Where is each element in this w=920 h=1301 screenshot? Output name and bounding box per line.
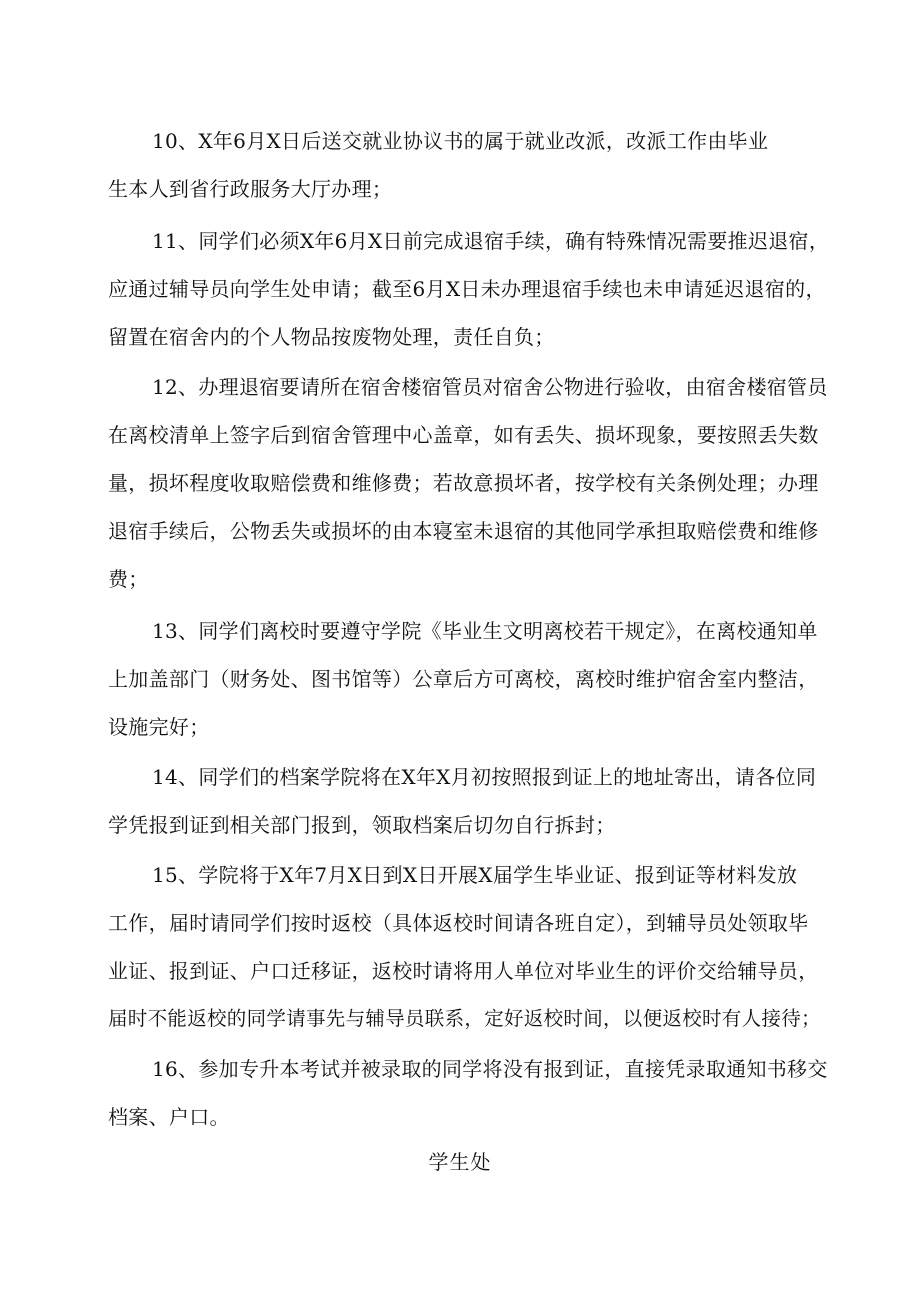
paragraph-13-line-2: 上加盖部门（财务处、图书馆等）公章后方可离校，离校时维护宿舍室内整洁， xyxy=(108,667,819,691)
paragraph-11-line-3: 留置在宿舍内的个人物品按废物处理，责任自负； xyxy=(108,325,555,349)
paragraph-11-line-1: 11、同学们必须X年6月X日前完成退宿手续，确有特殊情况需要推迟退宿， xyxy=(152,229,830,253)
paragraph-13-line-1: 13、同学们离校时要遵守学院《毕业生文明离校若干规定》，在离校通知单 xyxy=(152,619,818,643)
paragraph-12-line-1: 12、办理退宿要请所在宿舍楼宿管员对宿舍公物进行验收，由宿舍楼宿管员 xyxy=(152,375,828,399)
signature-department: 学生处 xyxy=(428,1150,492,1174)
paragraph-16-line-2: 档案、户口。 xyxy=(108,1105,230,1129)
paragraph-15-line-4: 届时不能返校的同学请事先与辅导员联系，定好返校时间，以便返校时有人接待； xyxy=(108,1007,821,1030)
paragraph-14-line-2: 学凭报到证到相关部门报到，领取档案后切勿自行拆封； xyxy=(108,813,616,837)
paragraph-12-line-4: 退宿手续后，公物丢失或损坏的由本寝室未退宿的其他同学承担取赔偿费和维修 xyxy=(108,519,819,543)
paragraph-11-line-2: 应通过辅导员向学生处申请；截至6月X日未办理退宿手续也未申请延迟退宿的， xyxy=(108,277,826,301)
paragraph-10-line-1: 10、X年6月X日后送交就业协议书的属于就业改派，改派工作由毕业 xyxy=(152,129,769,153)
paragraph-12-line-3: 量，损坏程度收取赔偿费和维修费；若故意损坏者，按学校有关条例处理；办理 xyxy=(108,471,819,495)
paragraph-12-line-2: 在离校清单上签字后到宿舍管理中心盖章，如有丢失、损坏现象，要按照丢失数 xyxy=(108,423,819,447)
paragraph-16-line-1: 16、参加专升本考试并被录取的同学将没有报到证，直接凭录取通知书移交 xyxy=(152,1057,828,1081)
paragraph-15-line-2: 工作，届时请同学们按时返校（具体返校时间请各班自定），到辅导员处领取毕 xyxy=(108,911,809,935)
paragraph-13-line-3: 设施完好； xyxy=(108,715,210,739)
paragraph-10-line-2: 生本人到省行政服务大厅办理； xyxy=(108,177,393,201)
paragraph-12-line-5: 费； xyxy=(108,567,149,591)
paragraph-14-line-1: 14、同学们的档案学院将在X年X月初按照报到证上的地址寄出，请各位同 xyxy=(152,765,817,789)
paragraph-15-line-1: 15、学院将于X年7月X日到X日开展X届学生毕业证、报到证等材料发放 xyxy=(152,863,798,887)
paragraph-15-line-3: 业证、报到证、户口迁移证，返校时请将用人单位对毕业生的评价交给辅导员， xyxy=(108,959,819,983)
